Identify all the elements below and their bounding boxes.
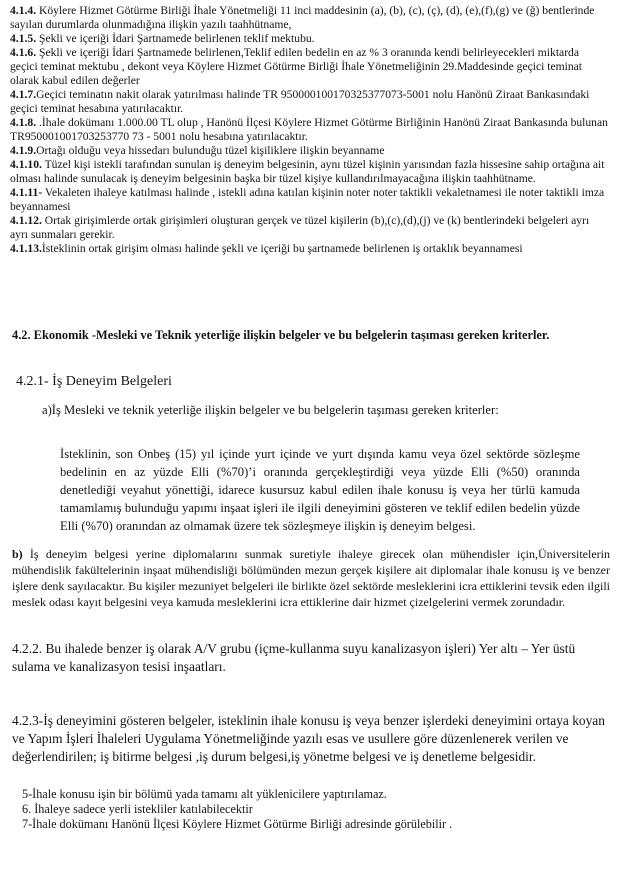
footer-note-7: 7-İhale dokümanı Hanönü İlçesi Köylere Hizmet Götürme Birliği adresinde görülebilir . bbox=[22, 817, 453, 831]
item-4-1-11 bbox=[10, 186, 608, 214]
item-text: İsteklinin ortak girişim olması halinde şekli ve içeriği bu şartnamede belirlenen iş ortaklık beyannamesi bbox=[41, 242, 523, 255]
paragraph-4-2-2: 4.2.2. Bu ihalede benzer iş olarak A/V grubu (içme-kullanma suyu kanalizasyon işleri) Yer altı – Yer üstü sulama ve kanalizasyon tesisi inşaatları. bbox=[12, 641, 576, 674]
item-4-1-9 bbox=[10, 144, 608, 158]
item-4-1-12 bbox=[10, 214, 608, 242]
item-4-1-5 bbox=[10, 32, 608, 46]
item-number: 4.1.6. bbox=[10, 46, 37, 59]
item-number: 4.1.4. bbox=[10, 4, 37, 17]
item-text: Şekli ve içeriği İdari Şartnamede belirlenen teklif mektubu. bbox=[36, 32, 315, 45]
paragraph-experience: İsteklinin, son Onbeş (15) yıl içinde yurt içinde ve yurt dışında kamu veya özel sektörde sözleşme bedelinin en az yüzde Elli (%70)’i oranında gerçekleştirdiği veya yüzde Elli (%50) oranında denetlediği veyahut yönettiği, idarece kusursuz kabul edilen ihale konusu iş veya her türlü kamuda tamamlamış bulunduğu yapımı inşaat işleri ile ilgili deneyimini gösteren ve teklif edilen bedelin yüzde Elli (%70) oranından az olmamak üzere tek sözleşmeye ilişkin iş deneyim belgesi. bbox=[60, 447, 580, 533]
item-4-1-8 bbox=[10, 116, 608, 144]
item-text: Tüzel kişi istekli tarafından sunulan iş deneyim belgesinin, aynı tüzel kişinin yarısından fazla hissesine sahip ortağına ait olması halinde sunulacak iş deneyim belgesinin başka bir tüzel kişiye kullandırılmayacağına ilişkin taahhütname. bbox=[10, 158, 605, 185]
item-4-1-6 bbox=[10, 46, 608, 88]
item-4-1-13 bbox=[10, 242, 608, 256]
item-number: 4.1.11- bbox=[10, 186, 43, 199]
item-text: Vekaleten ihaleye katılması halinde , istekli adına katılan kişinin noter noter taktikli vekaletnamesi ile noter taktikli imza beyannamesi bbox=[10, 186, 605, 213]
paragraph-b-label: b) bbox=[12, 547, 23, 561]
footer-notes bbox=[22, 787, 607, 832]
item-4-1-4 bbox=[10, 4, 608, 32]
item-number: 4.1.9. bbox=[10, 144, 37, 157]
paragraph-b bbox=[12, 546, 610, 610]
section-heading-4-2: 4.2. Ekonomik -Mesleki ve Teknik yeterliğe ilişkin belgeler ve bu belgelerin taşıması gereken kriterler. bbox=[12, 328, 550, 342]
paragraph-b-text: İş deneyim belgesi yerine diplomalarını sunmak suretiyle ihaleye girecek olan mühendisler için,Üniversitelerin mühendislik fakültelerinin inşaat mühendisliği bölümünden mezun gerçek kişilere ait diplomalar ihale konusu iş ve benzer işlere denk sayılacaktır. Bu kişiler mezuniyet belgeleri ile birlikte özel sektörde mesleklerini icra ettiklerini tevsik eden ilgili meslek odası kayıt belgesini veya kamuda mesleklerini icra ettiklerine dair hizmet çizelgelerini vermek zorundadır. bbox=[12, 547, 610, 609]
footer-note-5: 5-İhale konusu işin bir bölümü yada tamamı alt yüklenicilere yaptırılamaz. bbox=[22, 787, 387, 801]
item-number: 4.1.5. bbox=[10, 32, 37, 45]
item-text: Şekli ve içeriği İdari Şartnamede belirlenen,Teklif edilen bedelin en az % 3 oranında kendi belirleyecekleri miktarda geçici teminat mektubu , dekont veya Köylere Hizmet Götürme Birliği İhale Yönetmeliğinin 29.Maddesinde geçici teminat olarak kabul edilen değerler bbox=[10, 46, 583, 87]
item-4-1-10 bbox=[10, 158, 608, 186]
item-number: 4.1.12. bbox=[10, 214, 42, 227]
section-heading-4-2-1: 4.2.1- İş Deneyim Belgeleri bbox=[16, 374, 172, 389]
item-number: 4.1.10. bbox=[10, 158, 42, 171]
requirements-list bbox=[10, 4, 608, 256]
item-text: Geçici teminatın nakit olarak yatırılması halinde TR 950000100170325377073-5001 nolu Hanönü Ziraat Bankasındaki geçici teminat hesabına yatırılacaktır. bbox=[10, 88, 590, 115]
footer-note-6: 6. İhaleye sadece yerli istekliler katılabilecektir bbox=[22, 802, 253, 816]
item-number: 4.1.7. bbox=[10, 88, 37, 101]
item-number: 4.1.13. bbox=[10, 242, 42, 255]
item-text: Ortağı olduğu veya hissedarı bulunduğu tüzel kişiliklere ilişkin beyanname bbox=[36, 144, 385, 157]
item-text: Ortak girişimlerde ortak girişimleri oluşturan gerçek ve tüzel kişilerin (b),(c),(d),(j) ve (k) bentlerindeki belgeleri ayrı ayrı sunmaları gerekir. bbox=[10, 214, 590, 241]
paragraph-4-2-3: 4.2.3-İş deneyimini gösteren belgeler, isteklinin ihale konusu iş veya benzer işlerdeki deneyimini ortaya koyan ve Yapım İşleri İhaleleri Uygulama Yönetmeliğinde yazılı esas ve usullere göre düzenlenerek verilen ve değerlendirilen; iş bitirme belgesi ,iş durum belgesi,iş yönetme belgesi ve iş denetleme belgesidir. bbox=[12, 713, 605, 764]
item-4-1-7 bbox=[10, 88, 608, 116]
item-text: Köylere Hizmet Götürme Birliği İhale Yönetmeliği 11 inci maddesinin (a), (b), (c), (ç), (d), (e),(f),(g) ve (ğ) bentlerinde sayılan durumlarda olunmadığına ilişkin yazılı taahhütname, bbox=[10, 4, 595, 31]
item-number: 4.1.8. bbox=[10, 116, 37, 129]
item-text: .İhale dokümanı 1.000.00 TL olup , Hanönü İlçesi Köylere Hizmet Götürme Birliğinin Hanönü Ziraat Bankasında bulunan TR950001001703253770 73 - 5001 nolu hesabına yatırılacaktır. bbox=[10, 116, 608, 143]
subsection-a-heading: a)İş Mesleki ve teknik yeterliğe ilişkin belgeler ve bu belgelerin taşıması gereken kriterler: bbox=[42, 403, 499, 417]
